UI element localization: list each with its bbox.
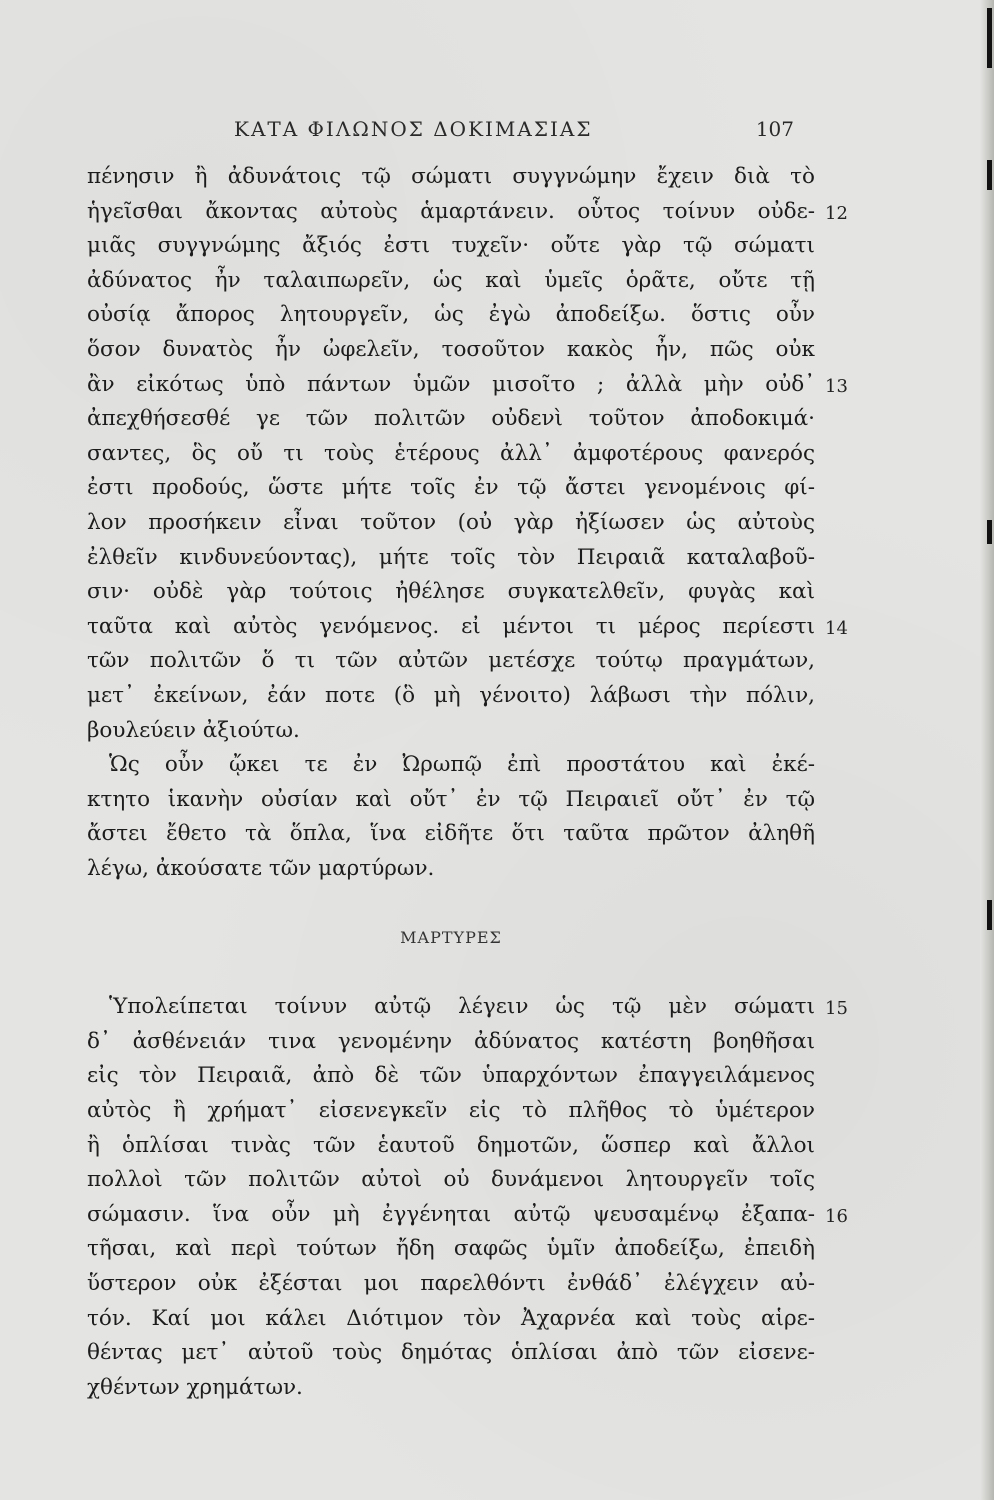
body-text <box>87 160 848 1405</box>
section-number: 16 <box>825 1205 848 1227</box>
text-line: ἀπεχθήσεσθέ γε τῶν πολιτῶν οὐδενὶ τοῦτον ἀποδοκιμά· <box>87 406 815 432</box>
section-heading: ΜΑΡΤΥΡΕΣ <box>400 928 502 948</box>
text-line: ἐλθεῖν κινδυνεύοντας), μήτε τοῖς τὸν Πειραιᾶ καταλαβοῦ- <box>87 544 815 570</box>
page-number: 107 <box>755 117 794 141</box>
text-line: ἂν εἰκότως ὑπὸ πάντων ὑμῶν μισοῖτο ; ἀλλὰ μὴν οὐδ᾽ 13 <box>87 368 815 403</box>
edge-mark <box>987 900 992 930</box>
text-line: Ὡς οὖν ᾤκει τε ἐν Ὠρωπῷ ἐπὶ προστάτου καὶ ἐκέ- <box>109 752 815 778</box>
text-line: κτητο ἱκανὴν οὐσίαν καὶ οὔτ᾽ ἐν τῷ Πειραιεῖ οὔτ᾽ ἐν τῷ <box>87 786 815 812</box>
text-line: πολλοὶ τῶν πολιτῶν αὐτοὶ οὐ δυνάμενοι λητουργεῖν τοῖς <box>87 1167 815 1193</box>
text-line: χθέντων χρημάτων. <box>87 1374 303 1400</box>
text-line: ὅσον δυνατὸς ἦν ὠφελεῖν, τοσοῦτον κακὸς ἦν, πῶς οὐκ <box>87 336 815 362</box>
text-line: σαντες, ὃς οὔ τι τοὺς ἑτέρους ἀλλ᾽ ἀμφοτέρους φανερός <box>87 440 815 466</box>
text-line: πένησιν ἢ ἀδυνάτοις τῷ σώματι συγγνώμην ἔχειν διὰ τὸ <box>87 164 815 189</box>
text-line: ὕστερον οὐκ ἐξέσται μοι παρελθόντι ἐνθάδ᾽ ἐλέγχειν αὐ- <box>87 1271 815 1296</box>
text-line: τόν. Καί μοι κάλει Διότιμον τὸν Ἀχαρνέα καὶ τοὺς αἱρε- <box>87 1305 815 1331</box>
edge-mark <box>987 8 992 68</box>
section-number: 14 <box>825 617 848 639</box>
running-title: ΚΑΤΑ ΦΙΛΩΝΟΣ ΔΟΚΙΜΑΣΙΑΣ <box>234 117 593 141</box>
text-line: ἡγεῖσθαι ἄκοντας αὐτοὺς ἁμαρτάνειν. οὗτος τοίνυν οὐδε- 12 <box>87 195 815 230</box>
text-line: λέγω, ἀκούσατε τῶν μαρτύρων. <box>87 855 435 881</box>
page-edge <box>980 0 994 1500</box>
text-line: βουλεύειν ἀξιούτω. <box>87 717 300 743</box>
text-line: ἄστει ἔθετο τὰ ὅπλα, ἵνα εἰδῆτε ὅτι ταῦτα πρῶτον ἀληθῆ <box>87 821 815 847</box>
text-line: σώμασιν. ἵνα οὖν μὴ ἐγγένηται αὐτῷ ψευσαμένῳ ἐξαπα- 16 <box>87 1198 815 1233</box>
text-line: αὐτὸς ἢ χρήματ᾽ εἰσενεγκεῖν εἰς τὸ πλῆθος τὸ ὑμέτερον <box>87 1098 815 1124</box>
text-line: δ᾽ ἀσθένειάν τινα γενομένην ἀδύνατος κατέστη βοηθῆσαι <box>87 1028 815 1054</box>
edge-mark <box>987 520 992 544</box>
text-line: μετ᾽ ἐκείνων, ἐάν ποτε (ὃ μὴ γένοιτο) λάβωσι τὴν πόλιν, <box>87 682 815 708</box>
text-line: σιν· οὐδὲ γὰρ τούτοις ἠθέλησε συγκατελθεῖν, φυγὰς καὶ <box>87 579 815 605</box>
text-line: οὐσίᾳ ἄπορος λητουργεῖν, ὡς ἐγὼ ἀποδείξω. ὅστις οὖν <box>87 302 815 328</box>
edge-mark <box>987 160 992 190</box>
text-line: εἰς τὸν Πειραιᾶ, ἀπὸ δὲ τῶν ὑπαρχόντων ἐπαγγειλάμενος <box>87 1063 815 1089</box>
text-line: τῶν πολιτῶν ὅ τι τῶν αὐτῶν μετέσχε τούτῳ πραγμάτων, <box>87 648 815 674</box>
text-line: Ὑπολείπεται τοίνυν αὐτῷ λέγειν ὡς τῷ μὲν σώματι 15 <box>87 990 815 1025</box>
text-line: τῆσαι, καὶ περὶ τούτων ἤδη σαφῶς ὑμῖν ἀποδείξω, ἐπειδὴ <box>87 1236 815 1262</box>
section-number: 12 <box>825 202 848 224</box>
text-line: ταῦτα καὶ αὐτὸς γενόμενος. εἰ μέντοι τι μέρος περίεστι 14 <box>87 610 815 645</box>
running-head <box>186 117 806 143</box>
text-line: ἀδύνατος ἦν ταλαιπωρεῖν, ὡς καὶ ὑμεῖς ὁρᾶτε, οὔτε τῇ <box>87 267 815 293</box>
text-line: ἢ ὁπλίσαι τινὰς τῶν ἑαυτοῦ δημοτῶν, ὥσπερ καὶ ἄλλοι <box>87 1132 815 1158</box>
text-line: λον προσήκειν εἶναι τοῦτον (οὐ γὰρ ἠξίωσεν ὡς αὐτοὺς <box>87 509 815 535</box>
section-number: 13 <box>825 375 848 397</box>
section-number: 15 <box>825 998 848 1020</box>
text-line: θέντας μετ᾽ αὐτοῦ τοὺς δημότας ὁπλίσαι ἀπὸ τῶν εἰσενε- <box>87 1340 815 1366</box>
text-line: μιᾶς συγγνώμης ἄξιός ἐστι τυχεῖν· οὔτε γὰρ τῷ σώματι <box>87 233 815 259</box>
text-line: ἐστι προδούς, ὥστε μήτε τοῖς ἐν τῷ ἄστει γενομένοις φί- <box>87 475 815 501</box>
